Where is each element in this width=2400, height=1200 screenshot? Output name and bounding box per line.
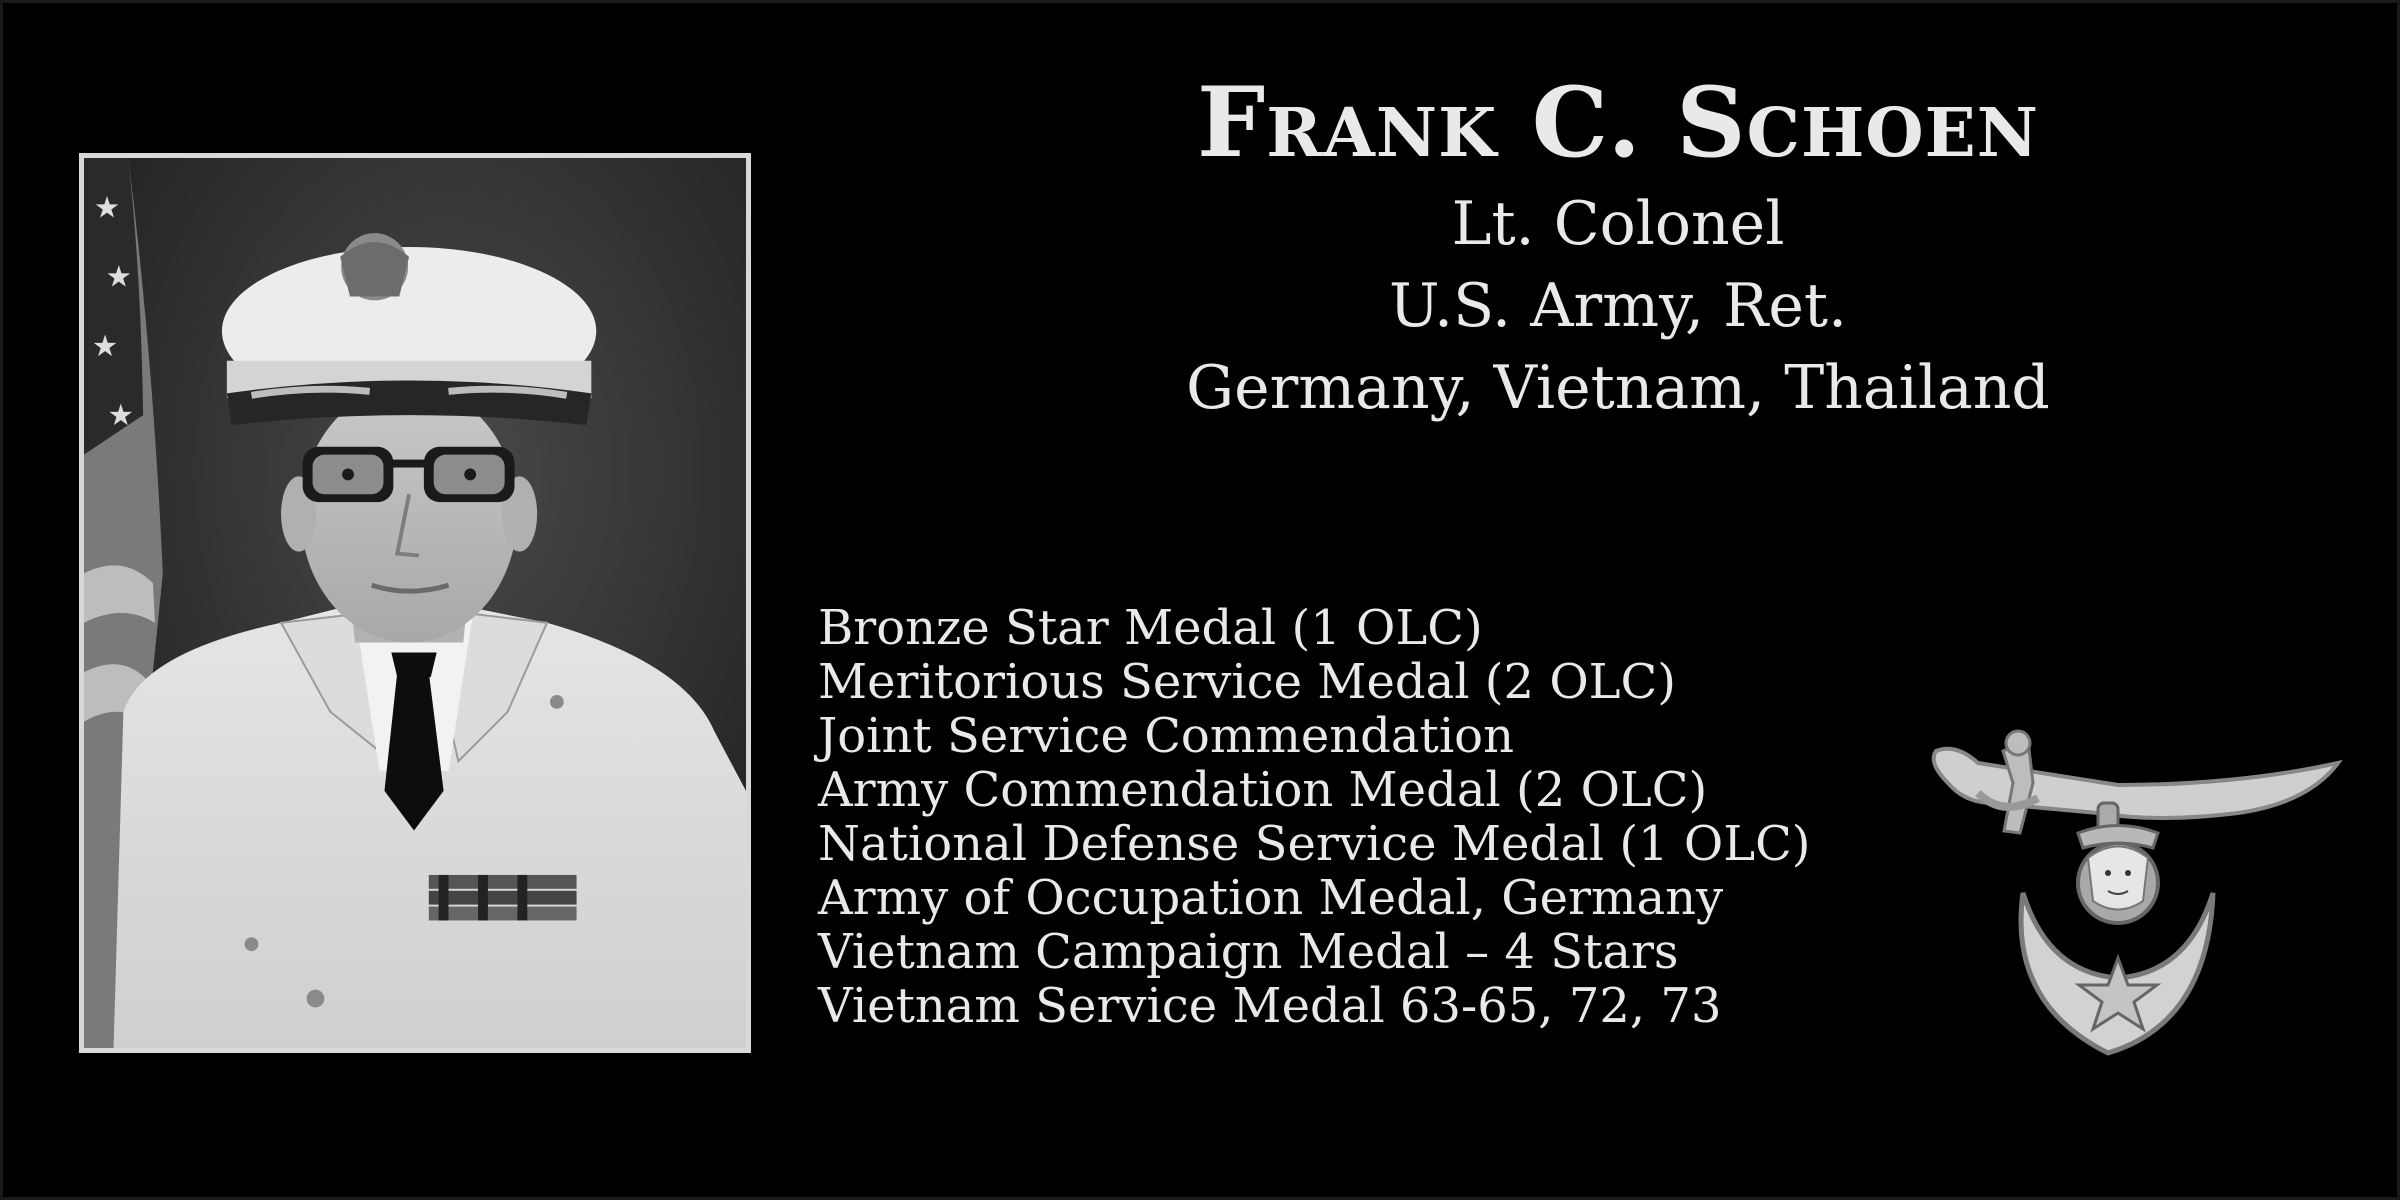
medal-item: National Defense Service Medal (1 OLC) xyxy=(818,816,1811,872)
scimitar-crescent-star-emblem xyxy=(1908,723,2348,1093)
medal-item: Bronze Star Medal (1 OLC) xyxy=(818,600,1483,656)
medals-list xyxy=(818,601,1918,1033)
honoree-rank: Lt. Colonel xyxy=(1451,189,1785,259)
officer-portrait-photo xyxy=(79,153,751,1053)
svg-text:★: ★ xyxy=(105,259,133,294)
medal-item: Meritorious Service Medal (2 OLC) xyxy=(818,654,1676,710)
emblem-icon xyxy=(1908,723,2348,1093)
honoree-service: U.S. Army, Ret. xyxy=(1388,271,1848,341)
portrait-image xyxy=(84,158,746,1048)
medal-item: Army of Occupation Medal, Germany xyxy=(818,870,1724,926)
medal-item: Army Commendation Medal (2 OLC) xyxy=(818,762,1708,818)
svg-text:★: ★ xyxy=(91,328,119,363)
svg-text:★: ★ xyxy=(93,190,121,225)
svg-text:★: ★ xyxy=(107,397,135,433)
honoree-locations: Germany, Vietnam, Thailand xyxy=(1186,353,2050,423)
medal-item: Joint Service Commendation xyxy=(818,708,1514,764)
medal-item: Vietnam Campaign Medal – 4 Stars xyxy=(818,924,1679,980)
honoree-name: Frank C. Schoen xyxy=(1197,66,2039,179)
honoree-header xyxy=(1013,63,2223,429)
medal-item: Vietnam Service Medal 63-65, 72, 73 xyxy=(818,978,1722,1034)
